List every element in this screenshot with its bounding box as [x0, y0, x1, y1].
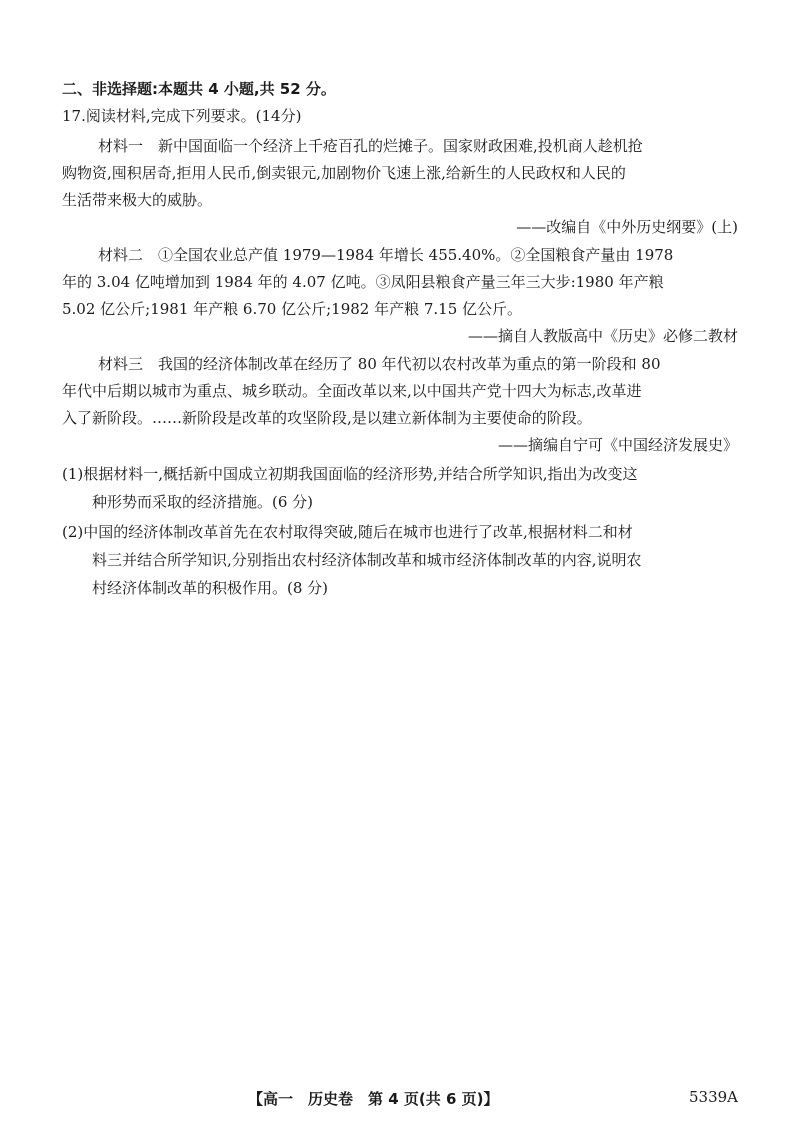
material3-source: ——摘编自宁可《中国经济发展史》 — [497, 436, 738, 454]
material3-line3: 入了新阶段。……新阶段是改革的攻坚阶段,是以建立新体制为主要使命的阶段。 — [62, 409, 592, 427]
material3-line2: 年代中后期以城市为重点、城乡联动。全面改革以来,以中国共产党十四大为标志,改革进 — [62, 382, 642, 400]
question-title: 17.阅读材料,完成下列要求。(14分) — [62, 107, 302, 125]
material1-line1: 材料一 新中国面临一个经济上千疮百孔的烂摊子。国家财政困难,投机商人趁机抢 — [98, 137, 643, 155]
material2-line2: 年的 3.04 亿吨增加到 1984 年的 4.07 亿吨。③凤阳县粮食产量三年三大步:1980 年产粮 — [62, 273, 664, 291]
exam-code: 5339A — [688, 1088, 738, 1106]
section-heading: 二、非选择题:本题共 4 小题,共 52 分。 — [62, 80, 336, 98]
material1-line3: 生活带来极大的威胁。 — [62, 191, 213, 209]
material3-line1: 材料三 我国的经济体制改革在经历了 80 年代初以农村改革为重点的第一阶段和 80 — [98, 355, 661, 373]
subquestion2-line2: 料三并结合所学知识,分别指出农村经济体制改革和城市经济体制改革的内容,说明农 — [92, 551, 642, 569]
subquestion1-line1: (1)根据材料一,概括新中国成立初期我国面临的经济形势,并结合所学知识,指出为改变这 — [62, 465, 638, 483]
material2-line3: 5.02 亿公斤;1981 年产粮 6.70 亿公斤;1982 年产粮 7.15 亿公斤。 — [62, 300, 523, 318]
material2-source: ——摘自人教版高中《历史》必修二教材 — [467, 327, 738, 345]
material1-line2: 购物资,囤积居奇,拒用人民币,倒卖银元,加剧物价飞速上涨,给新生的人民政权和人民的 — [62, 164, 626, 182]
subquestion1-line2: 种形势而采取的经济措施。(6 分) — [92, 493, 314, 511]
material2-line1: 材料二 ①全国农业总产值 1979—1984 年增长 455.40%。②全国粮食产量由 1978 — [98, 246, 674, 264]
subquestion2-line1: (2)中国的经济体制改革首先在农村取得突破,随后在城市也进行了改革,根据材料二和材 — [62, 523, 633, 541]
page-footer-label: 【高一 历史卷 第 4 页(共 6 页)】 — [248, 1090, 499, 1108]
material1-source: ——改编自《中外历史纲要》(上) — [516, 218, 738, 236]
subquestion2-line3: 村经济体制改革的积极作用。(8 分) — [92, 579, 329, 597]
